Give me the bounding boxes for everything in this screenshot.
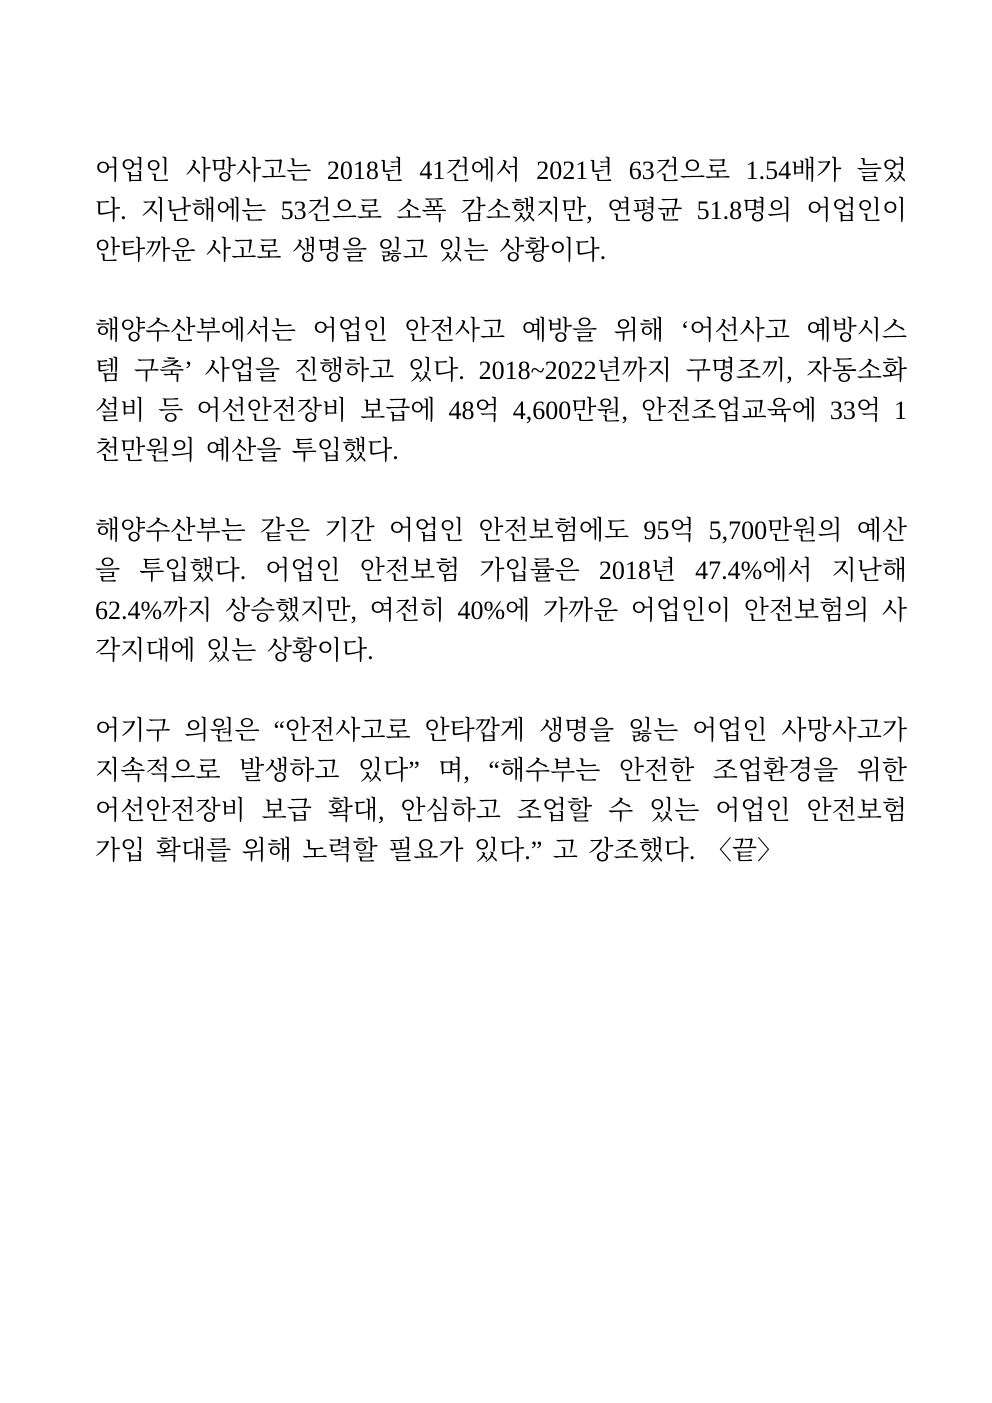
text-line: 어선안전장비 보급 확대, 안심하고 조업할 수 있는 어업인 안전보험 (95, 796, 907, 825)
paragraph-fatalities-stats (95, 151, 907, 271)
text-line: 다. 지난해에는 53건으로 소폭 감소했지만, 연평균 51.8명의 어업인이 (95, 196, 907, 225)
text-line: 어업인 사망사고는 2018년 41건에서 2021년 63건으로 1.54배가 늘었 (95, 156, 907, 185)
text-line: 어기구 의원은 “안전사고로 안타깝게 생명을 잃는 어업인 사망사고가 (95, 716, 907, 745)
text-line: 천만원의 예산을 투입했다. (95, 436, 399, 465)
text-line: 가입 확대를 위해 노력할 필요가 있다.” 고 강조했다. 〈끝〉 (95, 836, 783, 865)
text-line: 해양수산부에서는 어업인 안전사고 예방을 위해 ‘어선사고 예방시스 (95, 316, 907, 345)
text-line: 62.4%까지 상승했지만, 여전히 40%에 가까운 어업인이 안전보험의 사 (95, 596, 907, 625)
paragraph-insurance-budget (95, 511, 907, 671)
document-body (95, 151, 907, 871)
text-line: 안타까운 사고로 생명을 잃고 있는 상황이다. (95, 236, 607, 265)
text-line: 템 구축’ 사업을 진행하고 있다. 2018~2022년까지 구명조끼, 자동소화 (95, 356, 907, 385)
text-line: 을 투입했다. 어업인 안전보험 가입률은 2018년 47.4%에서 지난해 (95, 556, 907, 585)
text-line: 각지대에 있는 상황이다. (95, 636, 374, 665)
paragraph-lawmaker-quote (95, 711, 907, 871)
text-line: 해양수산부는 같은 기간 어업인 안전보험에도 95억 5,700만원의 예산 (95, 516, 907, 545)
text-line: 설비 등 어선안전장비 보급에 48억 4,600만원, 안전조업교육에 33억 1 (95, 396, 907, 425)
paragraph-prevention-program (95, 311, 907, 471)
text-line: 지속적으로 발생하고 있다” 며, “해수부는 안전한 조업환경을 위한 (95, 756, 907, 785)
